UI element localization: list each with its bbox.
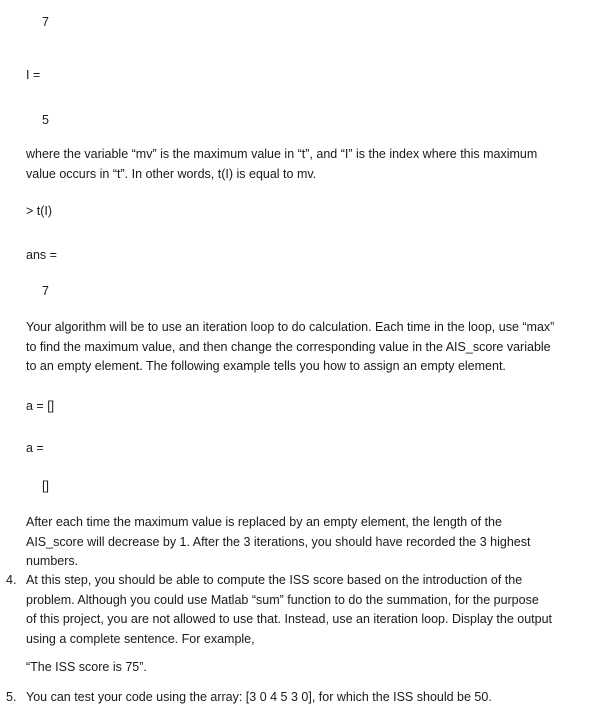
step-5-number: 5.	[6, 690, 17, 704]
console-command-t-index: > t(I)	[26, 204, 53, 218]
paragraph-line: using a complete sentence. For example,	[26, 631, 255, 646]
step-4-paragraph	[26, 571, 591, 649]
paragraph-line: After each time the maximum value is replaced by an empty element, the length of the	[26, 515, 502, 529]
paragraph-line: AIS_score will decrease by 1. After the 3 iterations, you should have recorded the 3 highest	[26, 534, 531, 549]
paragraph-line: problem. Although you could use Matlab “sum” function to do the summation, for the purpose	[26, 592, 539, 607]
after-paragraph	[26, 513, 591, 572]
step-5-text: You can test your code using the array: [3 0 4 5 3 0], for which the ISS should be 50.	[26, 690, 492, 704]
console-label-I: I =	[26, 68, 41, 82]
paragraph-line: value occurs in “t”. In other words, t(I) is equal to mv.	[26, 166, 317, 181]
paragraph-line: to an empty element. The following example tells you how to assign an empty element.	[26, 359, 506, 373]
paragraph-line: Your algorithm will be to use an iteration loop to do calculation. Each time in the loop, use “max”	[26, 320, 555, 334]
console-value-7: 7	[42, 15, 49, 29]
paragraph-line: of this project, you are not allowed to use that. Instead, use an iteration loop. Display the output	[26, 612, 553, 626]
step-4-example: “The ISS score is 75”.	[26, 660, 147, 674]
console-a-value: []	[42, 479, 49, 493]
paragraph-line: numbers.	[26, 554, 79, 568]
step-4-number: 4.	[6, 573, 17, 587]
console-command-a-empty: a = []	[26, 399, 55, 413]
console-ans-value: 7	[42, 284, 49, 298]
explanation-paragraph	[26, 145, 591, 184]
console-value-5: 5	[42, 113, 49, 127]
paragraph-line: to find the maximum value, and then change the corresponding value in the AIS_score variable	[26, 339, 551, 354]
console-a-label: a =	[26, 441, 44, 455]
algorithm-paragraph	[26, 318, 591, 377]
paragraph-line: At this step, you should be able to compute the ISS score based on the introduction of the	[26, 573, 523, 587]
console-ans-label: ans =	[26, 248, 57, 262]
paragraph-line: where the variable “mv” is the maximum value in “t”, and “I” is the index where this maximum	[26, 147, 538, 161]
